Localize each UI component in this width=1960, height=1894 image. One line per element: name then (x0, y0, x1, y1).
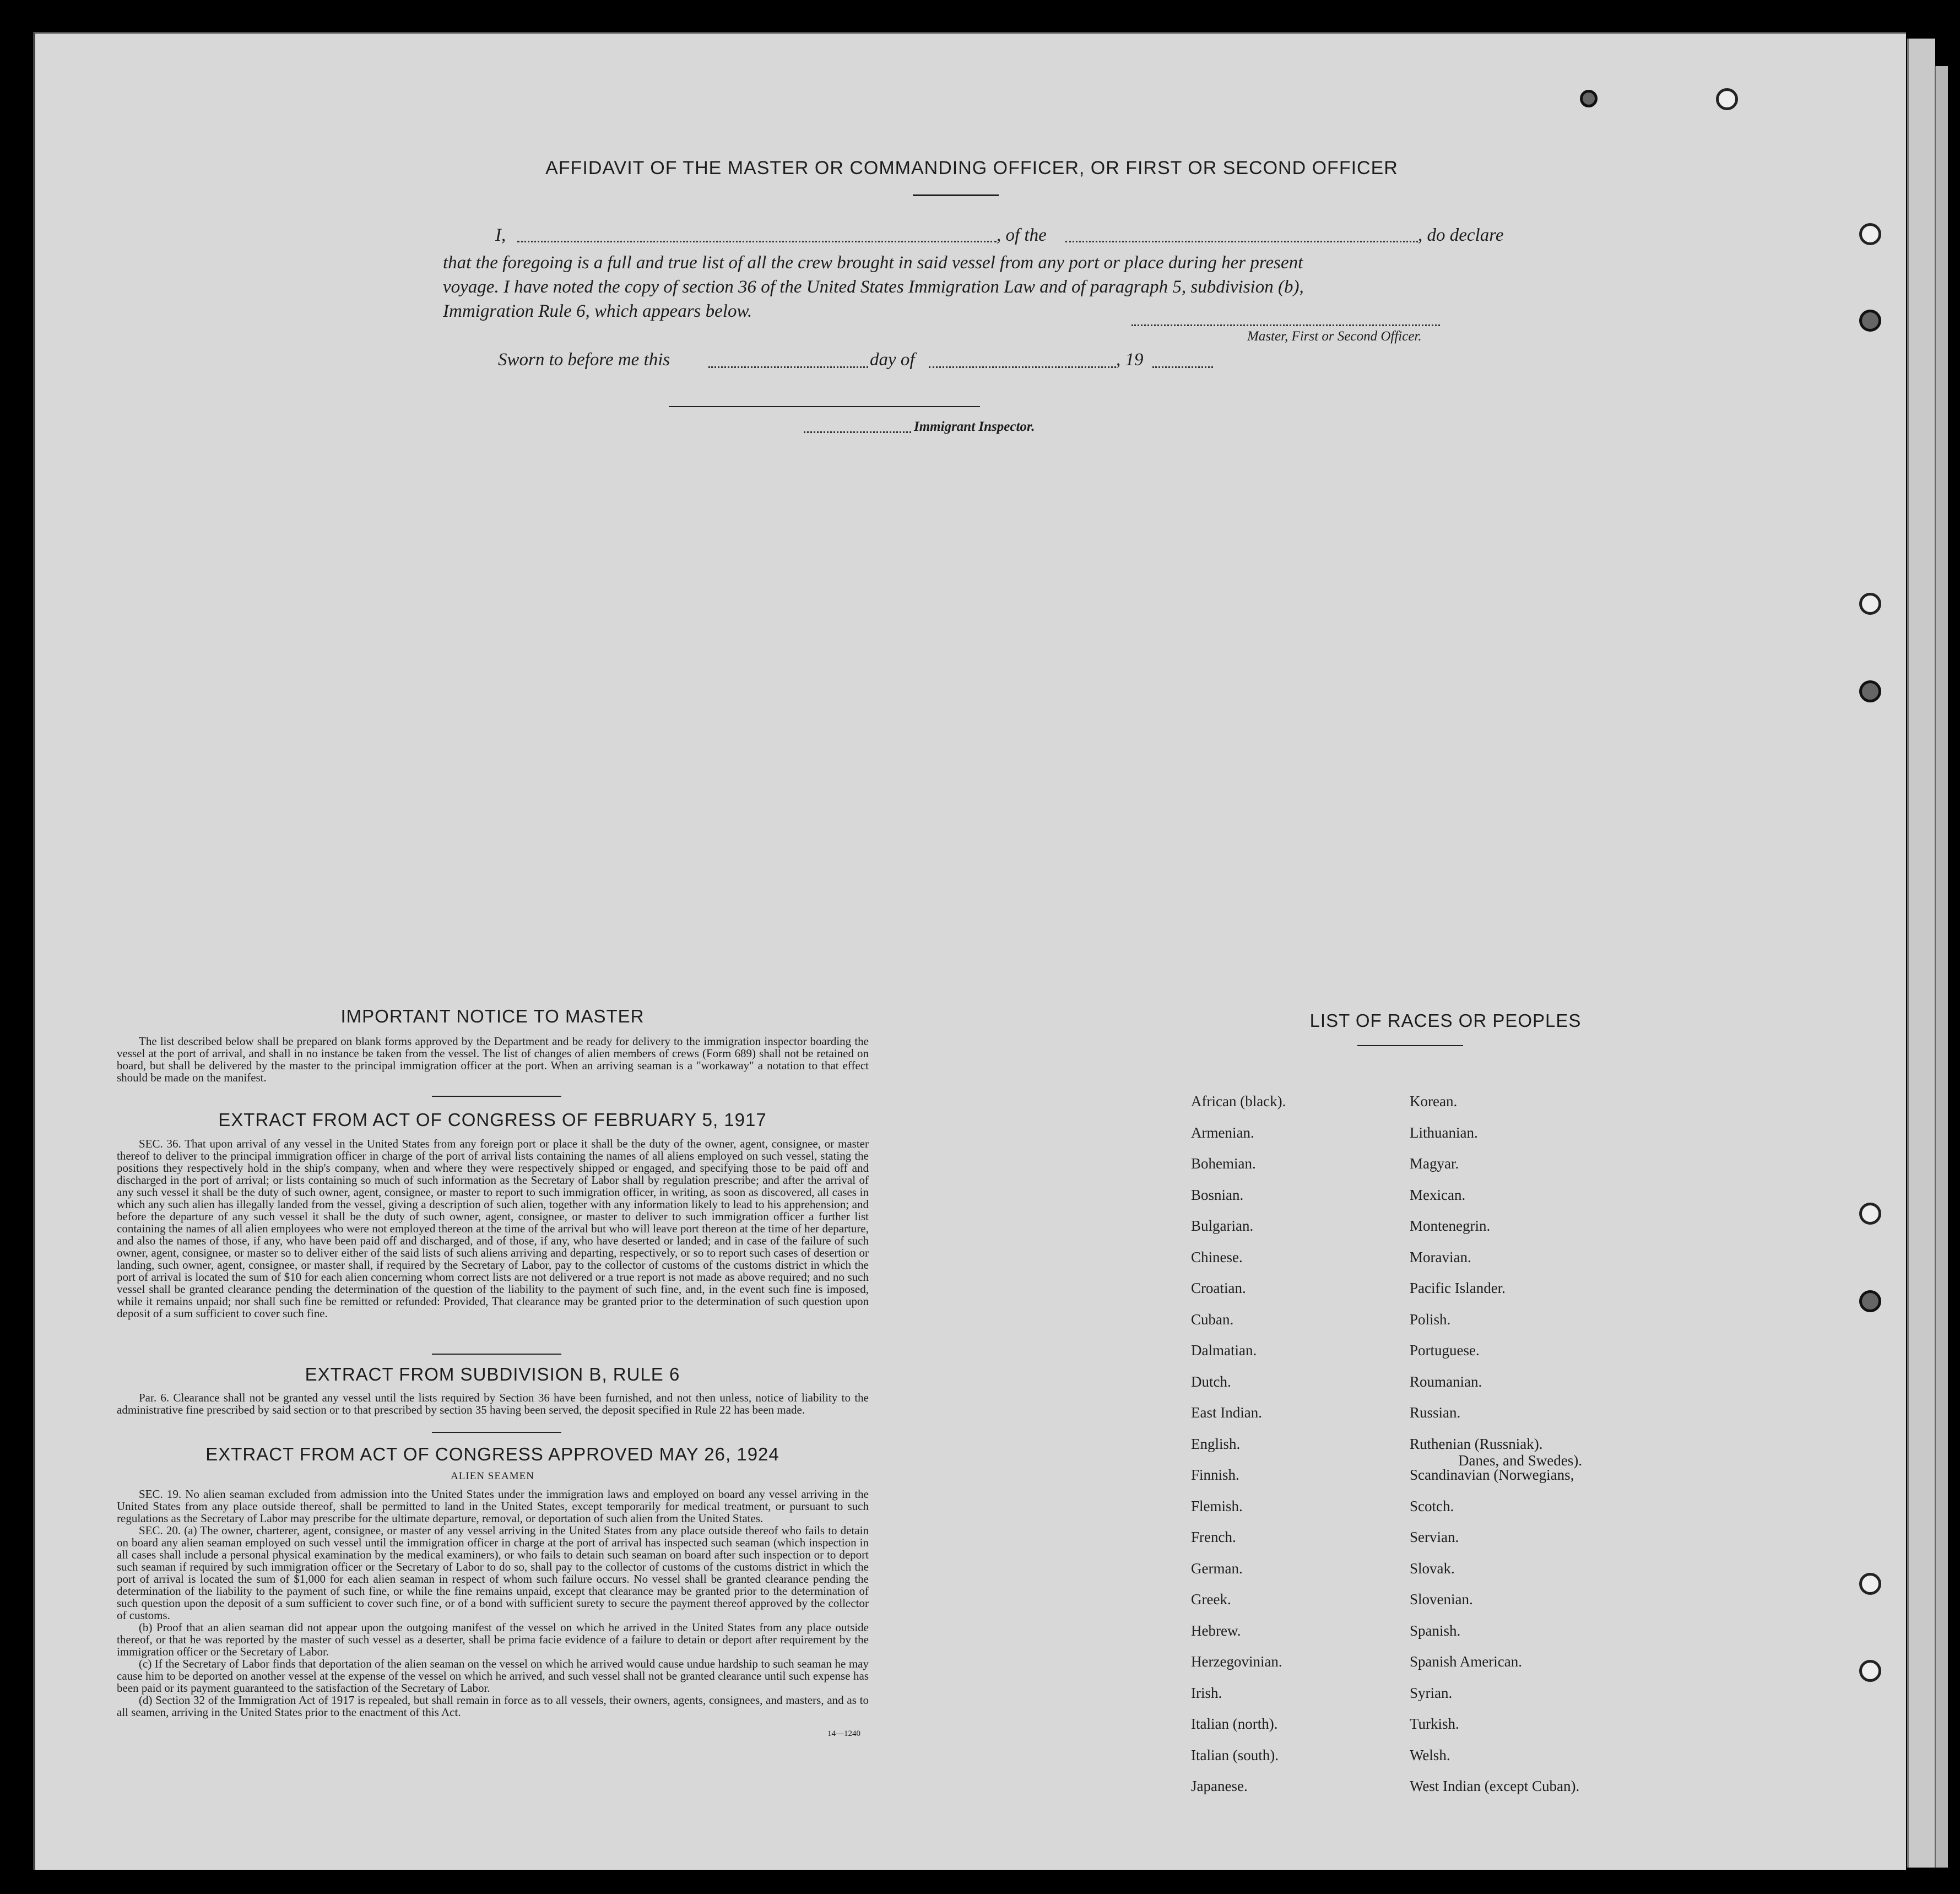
title-divider (913, 194, 999, 196)
race-item: East Indian. (1191, 1404, 1262, 1421)
binder-hole (1859, 310, 1881, 332)
extract-rule6-title: EXTRACT FROM SUBDIVISION B, RULE 6 (305, 1364, 680, 1384)
inspector-dots (804, 431, 911, 433)
race-item: English. (1191, 1435, 1241, 1452)
page-edge (1907, 39, 1935, 1868)
binder-hole (1859, 223, 1881, 245)
sec19-paragraph: SEC. 19. No alien seaman excluded from admission into the United States under the immigration laws and employed on board any vessel arriving in the United States from any place outside thereof, shall be permitted to land in the United States, except temporarily for medical treatment, or pursuant to such regulations as the Secretary of Labor may prescribe for the ultimate departure, removal, or deportation of such alien from the United States. (117, 1487, 869, 1525)
extract-rule6-text (117, 1392, 869, 1416)
affidavit-body-1: that the foregoing is a full and true list of all the crew brought in said vessel from any port or place during her present (443, 253, 1303, 273)
page-edge-back (1935, 66, 1948, 1868)
inspector-label: Immigrant Inspector. (914, 419, 1035, 434)
race-item: Mexican. (1410, 1186, 1466, 1203)
race-item: Scandinavian (Norwegians, (1410, 1467, 1574, 1483)
race-item: Japanese. (1191, 1778, 1248, 1794)
race-item: Spanish American. (1410, 1653, 1522, 1670)
sworn-year-blank[interactable] (1152, 366, 1213, 368)
race-item: Cuban. (1191, 1311, 1234, 1328)
race-item: Lithuanian. (1410, 1124, 1478, 1141)
race-item: West Indian (except Cuban). (1410, 1778, 1580, 1794)
notice-text (117, 1035, 869, 1084)
binder-hole (1859, 1290, 1881, 1312)
affidavit-do-declare: , do declare (1418, 225, 1504, 245)
race-scandinavian-cont: Danes, and Swedes). (1458, 1452, 1582, 1469)
day-of-label: day of (870, 350, 915, 370)
binder-hole (1859, 1573, 1881, 1595)
race-item: Pacific Islander. (1410, 1280, 1506, 1296)
race-item: Dalmatian. (1191, 1342, 1257, 1359)
race-item: Dutch. (1191, 1373, 1231, 1390)
race-item: Chinese. (1191, 1248, 1243, 1265)
divider (432, 1354, 561, 1355)
race-item: Russian. (1410, 1404, 1461, 1421)
extract-1924-text (117, 1488, 869, 1718)
race-item: Welsh. (1410, 1746, 1450, 1763)
notice-title: IMPORTANT NOTICE TO MASTER (340, 1006, 645, 1026)
master-signature-label: Master, First or Second Officer. (1247, 329, 1422, 344)
form-number: 14—1240 (827, 1729, 860, 1738)
name-blank[interactable] (517, 241, 997, 242)
races-divider (1357, 1045, 1463, 1046)
notice-paragraph: The list described below shall be prepared on blank forms approved by the Department and be ready for delivery to the immigration inspector boarding the vessel at the port of arrival, and shall in no instance be taken from the vessel. The list of changes of alien members of crews (Form 689) shall not be retained on board, but shall be delivered by the master to the principal immigration officer at the port. When an arriving seaman is a "workaway" a notation to that effect should be made on the manifest. (117, 1035, 869, 1084)
sworn-label: Sworn to before me this (498, 350, 670, 370)
affidavit-i-label: I, (495, 225, 506, 245)
master-signature-blank[interactable] (1131, 324, 1440, 326)
race-item: African (black). (1191, 1093, 1286, 1110)
race-item: Portuguese. (1410, 1342, 1480, 1359)
race-item: Korean. (1410, 1093, 1458, 1110)
race-item: Armenian. (1191, 1124, 1254, 1141)
alien-seamen-subtitle: ALIEN SEAMEN (451, 1470, 534, 1482)
race-item: Slovenian. (1410, 1591, 1473, 1608)
sec20d-paragraph: (d) Section 32 of the Immigration Act of 1917 is repealed, but shall remain in force as to all vessels, their owners, agents, consignees, and masters, and as to all seamen, arriving in the United States prior to the enactment of this Act. (117, 1693, 869, 1719)
affidavit-body-3: Immigration Rule 6, which appears below. (443, 301, 752, 321)
race-item: Herzegovinian. (1191, 1653, 1282, 1670)
year-label: , 19 (1116, 350, 1144, 370)
binder-hole (1859, 1660, 1881, 1682)
extract-1917-title: EXTRACT FROM ACT OF CONGRESS OF FEBRUARY 5, 1917 (218, 1110, 767, 1130)
binder-hole (1859, 1203, 1881, 1225)
races-title: LIST OF RACES OR PEOPLES (1309, 1010, 1582, 1031)
document-page (33, 32, 1906, 1870)
race-item: Turkish. (1410, 1716, 1459, 1732)
race-item: Ruthenian (Russniak). (1410, 1435, 1543, 1452)
inspector-signature-line[interactable] (669, 406, 980, 407)
race-item: Syrian. (1410, 1684, 1453, 1701)
race-item: Moravian. (1410, 1248, 1471, 1265)
race-item: German. (1191, 1560, 1243, 1577)
race-item: Italian (south). (1191, 1746, 1279, 1763)
race-item: Bohemian. (1191, 1155, 1256, 1172)
binder-hole (1716, 88, 1738, 110)
vessel-blank[interactable] (1065, 241, 1418, 242)
race-item: Spanish. (1410, 1622, 1461, 1639)
affidavit-of-the: , of the (997, 225, 1047, 245)
race-item: Magyar. (1410, 1155, 1459, 1172)
race-item: Finnish. (1191, 1467, 1239, 1483)
race-item: Scotch. (1410, 1497, 1454, 1514)
race-item: Montenegrin. (1410, 1217, 1491, 1234)
sec20c-paragraph: (c) If the Secretary of Labor finds that deportation of the alien seaman on the vessel on which he arrived would cause undue hardship to such seaman he may cause him to be deported on another vessel at the expense of the vessel on which he arrived, and such vessel shall not be granted clearance until such expense has been paid or its payment guaranteed to the satisfaction of the Secretary of Labor. (117, 1657, 869, 1695)
rule6-paragraph: Par. 6. Clearance shall not be granted any vessel until the lists required by Section 36 have been furnished, and not then unless, notice of liability to the administrative fine prescribed by said section or to that prescribed by section 35 having been served, the deposit specified in Rule 22 has been made. (117, 1391, 869, 1416)
divider (432, 1432, 561, 1433)
binder-hole (1859, 593, 1881, 615)
race-item: Hebrew. (1191, 1622, 1241, 1639)
sec36-paragraph: SEC. 36. That upon arrival of any vessel in the United States from any foreign port or place it shall be the duty of the owner, agent, consignee, or master thereof to deliver to the principal immigration officer in charge of the port of arrival lists containing the names of all aliens employed on such vessel, stating the positions they respectively hold in the ship's company, when and where they were respectively shipped or engaged, and specifying those to be paid off and discharged in the port of arrival; or lists containing so much of such information as the Secretary of Labor shall by regulation prescribe; and after the arrival of any such vessel it shall be the duty of such owner, agent, consignee, or master to report to such immigration officer, in writing, as soon as discovered, all cases in which any such alien has illegally landed from the vessel, giving a description of such alien, together with any information likely to lead to his apprehension; and before the departure of any such vessel it shall be the duty of such owner, agent, consignee, or master to deliver to such immigration officer a further list containing the names of all alien employees who were not employed thereon at the time of the arrival but who will leave port thereon at the time of her departure, and also the names of those, if any, who have been paid off and discharged, and of those, if any, who have deserted or landed; and in case of the failure of such owner, agent, consignee, or master so to deliver either of the said lists of such aliens arriving and departing, respectively, or so to report such cases of desertion or landing, such owner, agent, consignee, or master shall, if required by the Secretary of Labor, pay to the collector of customs of the customs district in which the port of arrival is located the sum of $10 for each alien concerning whom correct lists are not delivered or a true report is not made as above required; and no such vessel shall be granted clearance pending the determination of the question of the liability to the payment of such fine, and, in the event such fine is imposed, while it remains unpaid; nor shall such fine be remitted or refunded: Provided, That clearance may be granted prior to the determination of such question upon deposit of a sum sufficient to cover such fine. (117, 1137, 869, 1320)
race-item: Slovak. (1410, 1560, 1455, 1577)
race-item: Servian. (1410, 1529, 1459, 1545)
race-item: Croatian. (1191, 1280, 1246, 1296)
sworn-month-blank[interactable] (929, 366, 1116, 368)
extract-1924-title: EXTRACT FROM ACT OF CONGRESS APPROVED MAY 26, 1924 (205, 1444, 779, 1464)
affidavit-title: AFFIDAVIT OF THE MASTER OR COMMANDING OFFICER, OR FIRST OR SECOND OFFICER (545, 158, 1398, 178)
race-item: Greek. (1191, 1591, 1231, 1608)
race-item: Roumanian. (1410, 1373, 1482, 1390)
race-item: Italian (north). (1191, 1716, 1278, 1732)
race-item: Bosnian. (1191, 1186, 1244, 1203)
sec20a-paragraph: SEC. 20. (a) The owner, charterer, agent, consignee, or master of any vessel arriving in the United States from any place outside thereof who fails to detain on board any alien seaman employed on such vessel until the immigration officer in charge at the port of arrival has inspected such seaman (which inspection in all cases shall include a personal physical examination by the medical examiners), or who fails to detain such seaman on board after such inspection or to deport such seaman if required by such immigration officer or the Secretary of Labor to do so, shall pay to the collector of customs of the customs district in which the port of arrival is located the sum of $1,000 for each alien seaman in respect of whom such failure occurs. No vessel shall be granted clearance pending the determination of the liability to the payment of such fine, or while the fine remains unpaid, except that clearance may be granted prior to the determination of such question upon the deposit of a sum sufficient to cover such fine, or of a bond with sufficient surety to secure the payment thereof approved by the collector of customs. (117, 1524, 869, 1622)
binder-hole (1580, 90, 1598, 107)
affidavit-body-2: voyage. I have noted the copy of section 36 of the United States Immigration Law and of paragraph 5, subdivision (b), (443, 277, 1304, 297)
race-item: Flemish. (1191, 1497, 1243, 1514)
race-item: French. (1191, 1529, 1236, 1545)
race-item: Bulgarian. (1191, 1217, 1254, 1234)
binder-hole (1859, 680, 1881, 702)
sec20b-paragraph: (b) Proof that an alien seaman did not appear upon the outgoing manifest of the vessel on which he arrived in the United States from any place outside thereof, or that he was reported by the master of such vessel as a deserter, shall be prima facie evidence of a failure to detain or deport after requirement by the immigration officer or the Secretary of Labor. (117, 1621, 869, 1658)
race-item: Polish. (1410, 1311, 1451, 1328)
divider (432, 1096, 561, 1097)
extract-1917-text (117, 1138, 869, 1319)
sworn-day-blank[interactable] (708, 366, 868, 368)
race-item: Irish. (1191, 1684, 1222, 1701)
